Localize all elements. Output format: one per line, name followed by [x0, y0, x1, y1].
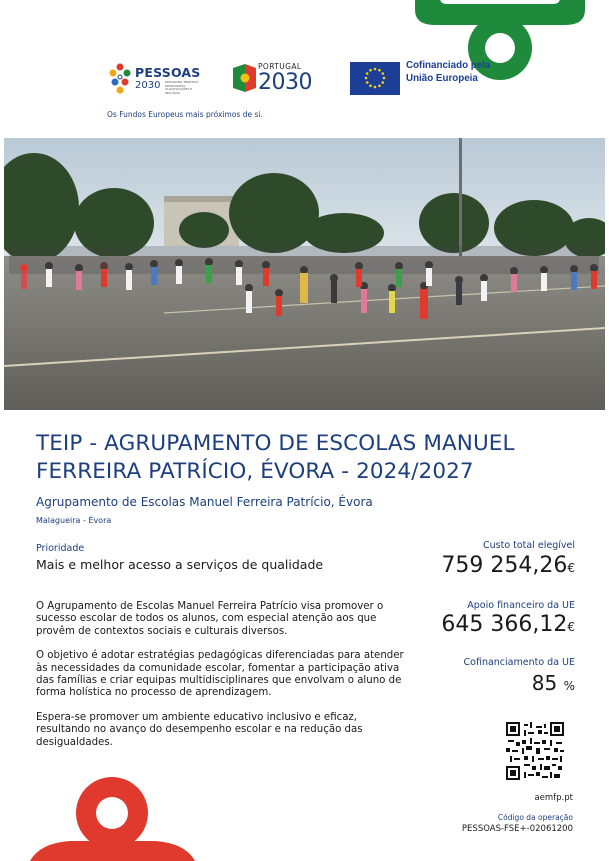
project-location: Malagueira - Évora	[36, 516, 112, 525]
website-link[interactable]: aemfp.pt	[534, 793, 573, 803]
eu-logo-line1: Cofinanciado pela	[406, 60, 491, 71]
pessoas-2030-logo	[107, 62, 207, 96]
project-description	[36, 601, 411, 761]
cofinancing-label: Cofinanciamento da UE	[463, 657, 575, 668]
priority-label: Prioridade	[36, 543, 85, 554]
portugal-logo-year: 2030	[258, 70, 312, 95]
eu-support-value	[441, 612, 575, 637]
qr-code[interactable]	[506, 722, 564, 780]
operation-code-value: PESSOAS-FSE+-02061200	[461, 824, 573, 834]
portugal-logo-name: PORTUGAL	[258, 62, 302, 71]
eu-support-amount: 645 366,12	[441, 612, 568, 637]
description-paragraph: O Agrupamento de Escolas Manuel Ferreira Patrício visa promover o sucesso escolar de todos os alunos, com especial atenção aos que provêm de contextos sociais e culturais diversos.	[36, 601, 384, 637]
slogan: Os Fundos Europeus mais próximos de si.	[107, 110, 263, 119]
pessoas-logo-tagline: PROGRAMA TEMÁTICO DEMOGRAFIA, QUALIFICAÇÕES E INCLUSÃO	[165, 80, 199, 95]
operation-code-label: Código da operação	[497, 813, 573, 822]
currency-symbol: €	[567, 561, 575, 575]
cofinancing-value	[532, 671, 575, 695]
eu-logo-line2: União Europeia	[406, 73, 478, 84]
portugal-flag-icon	[231, 62, 257, 94]
portugal-2030-logo	[231, 60, 323, 96]
decorative-red-figure	[30, 775, 195, 861]
currency-symbol: €	[567, 620, 575, 634]
pessoas-flower-icon	[107, 62, 133, 96]
cofinancing-rate: 85	[531, 671, 558, 695]
beneficiary-name: Agrupamento de Escolas Manuel Ferreira Patrício, Évora	[36, 495, 373, 509]
pessoas-logo-year: 2030	[135, 80, 161, 91]
percent-symbol: %	[563, 679, 575, 693]
eu-cofinancing-logo	[350, 62, 520, 96]
total-cost-label: Custo total elegível	[482, 540, 575, 551]
priority-value: Mais e melhor acesso a serviços de qualidade	[36, 557, 324, 572]
description-paragraph: O objetivo é adotar estratégias pedagógicas diferenciadas para atender às necessidades da comunidade escolar, fomentar a participação ativa das famílias e criar equipas multidisciplinares que envolvam o aluno de forma holística no processo de aprendizagem.	[36, 650, 404, 699]
description-paragraph: Espera-se promover um ambiente educativo inclusivo e eficaz, resultando no avanço do desempenho escolar e na redução das desigualdades.	[36, 711, 363, 748]
eu-flag-icon	[350, 62, 400, 95]
project-title: TEIP - AGRUPAMENTO DE ESCOLAS MANUEL FERREIRA PATRÍCIO, ÉVORA - 2024/2027	[36, 431, 515, 484]
total-cost-value	[441, 553, 575, 578]
pessoas-logo-name: PESSOAS	[135, 65, 201, 80]
eu-support-label: Apoio financeiro da UE	[467, 600, 575, 611]
project-photo	[4, 138, 605, 410]
total-cost-amount: 759 254,26	[441, 553, 568, 578]
